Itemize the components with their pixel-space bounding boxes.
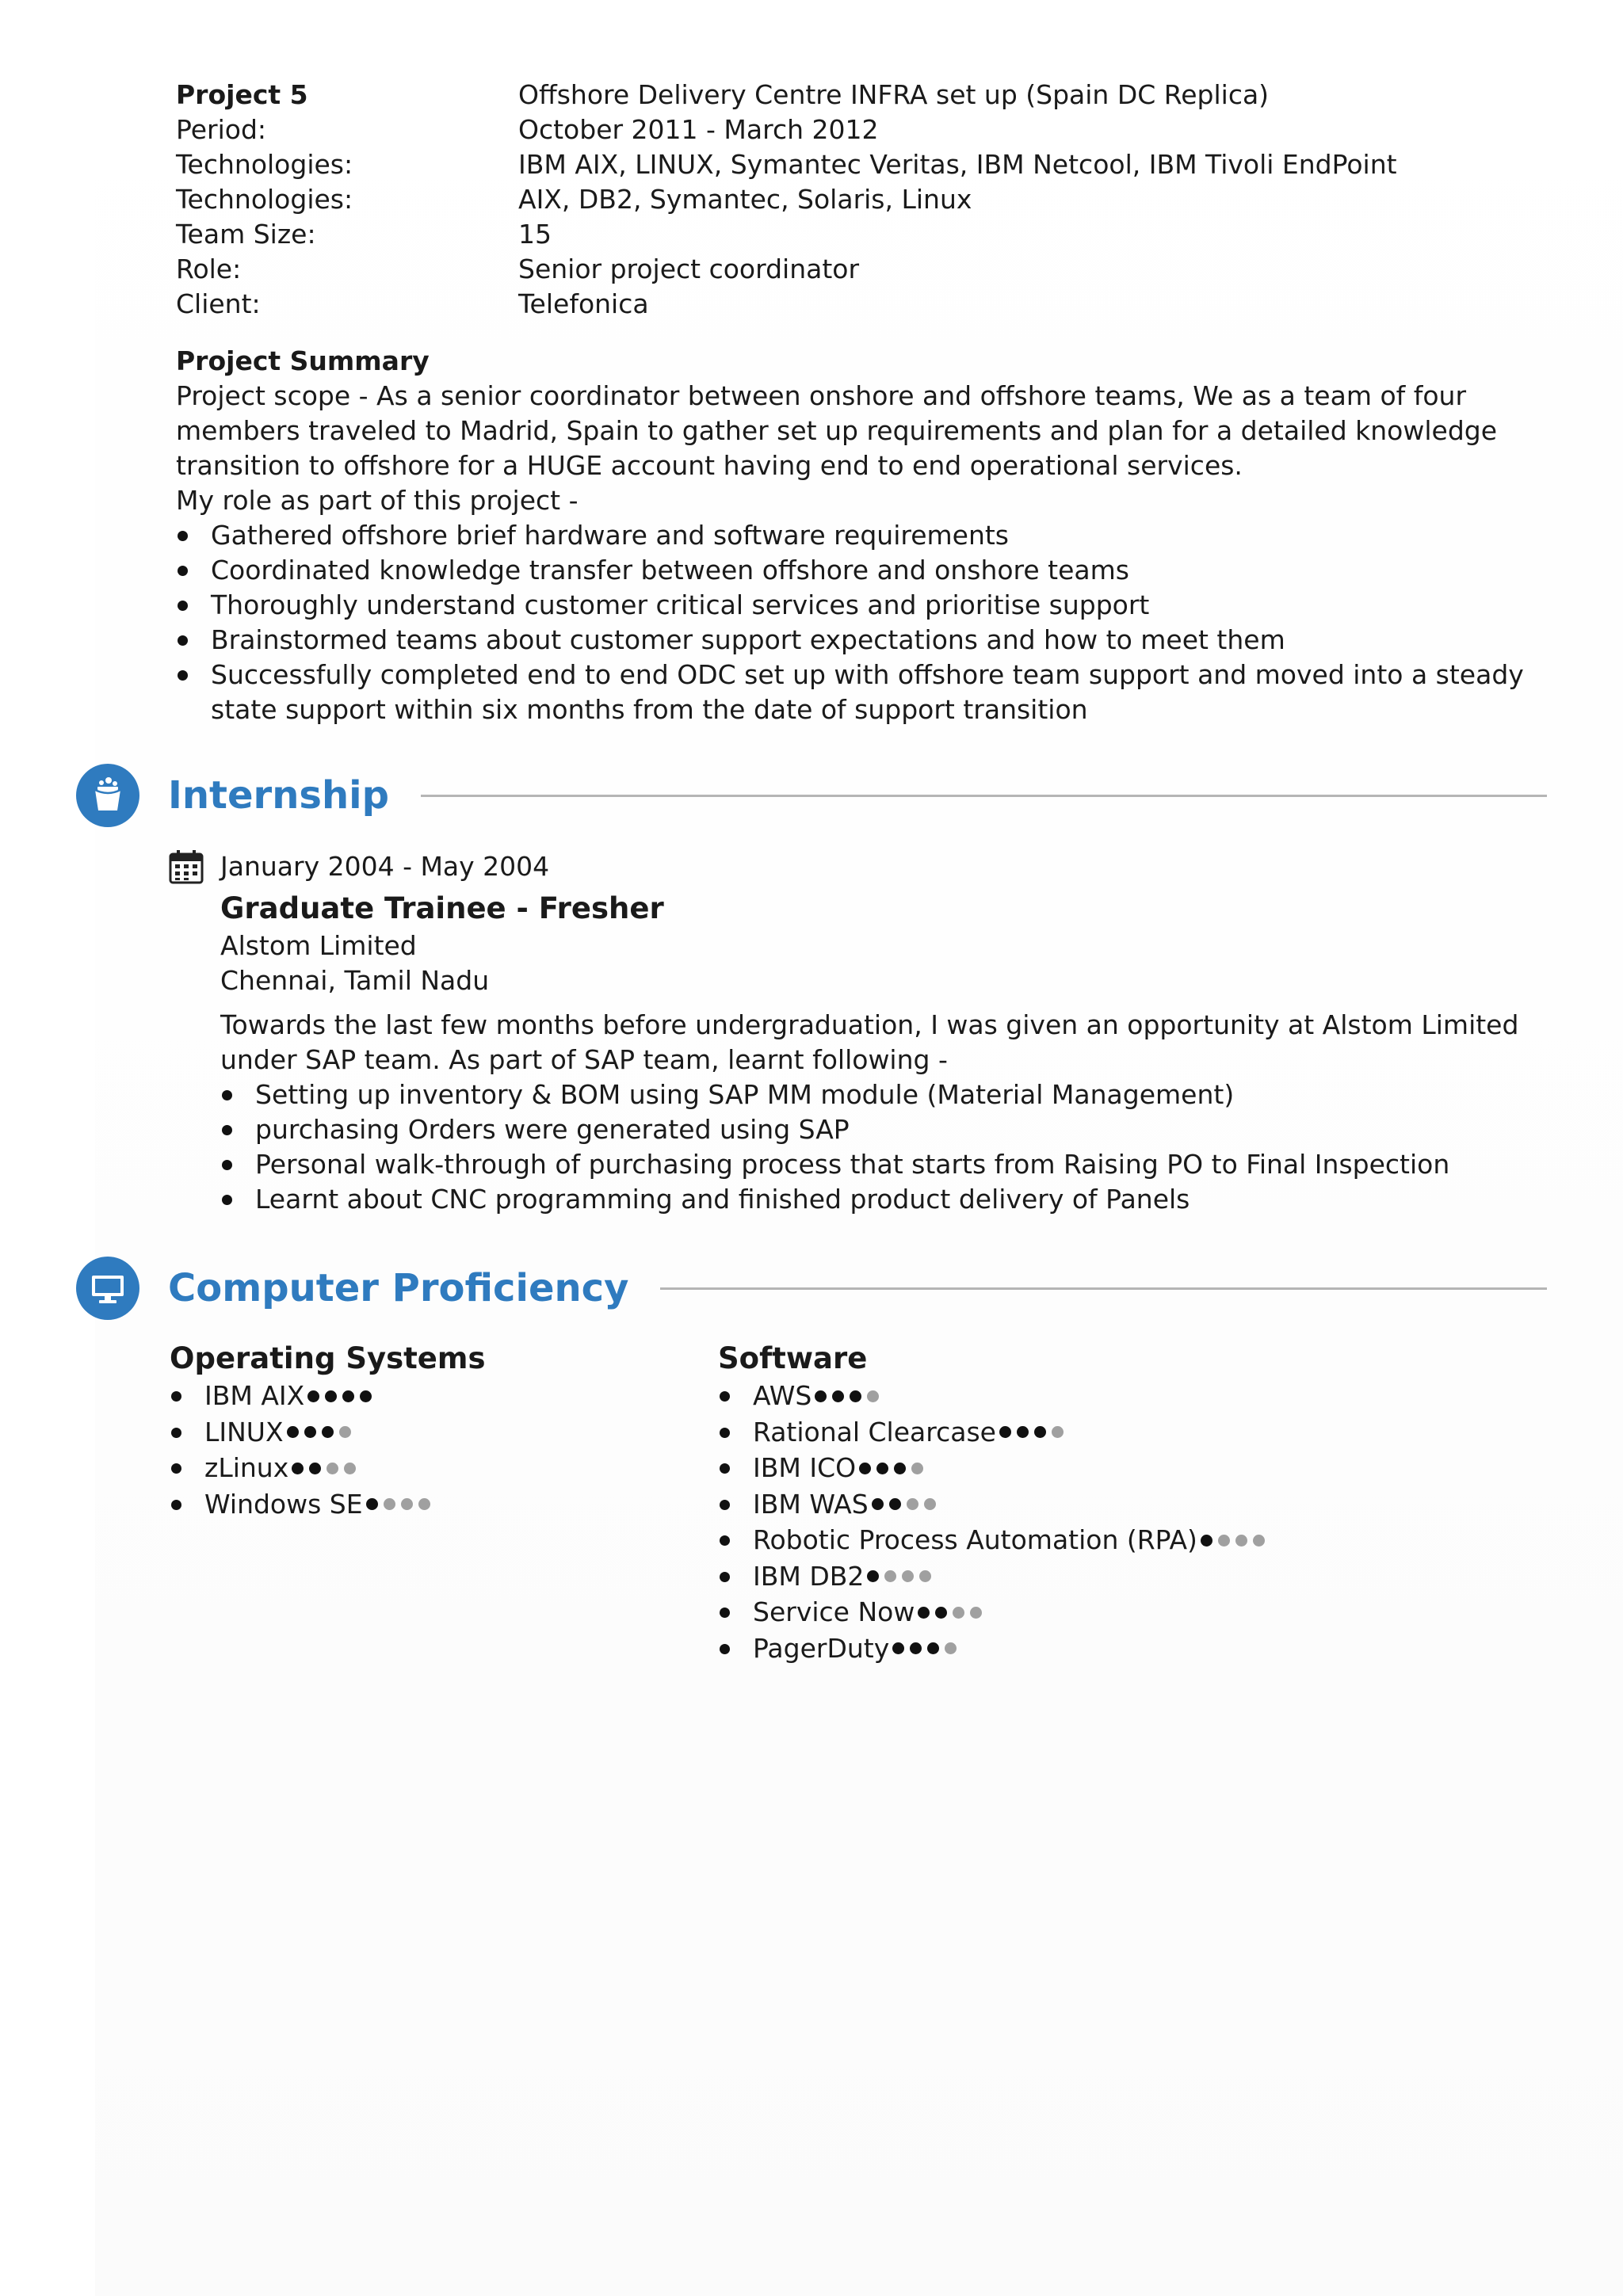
list-item: Brainstormed teams about customer support expectations and how to meet them	[176, 623, 1555, 658]
list-item: Coordinated knowledge transfer between offshore and onshore teams	[176, 553, 1555, 588]
rating-dot-filled	[910, 1642, 922, 1654]
list-item: Thoroughly understand customer critical services and prioritise support	[176, 588, 1555, 623]
list-item	[718, 1415, 1550, 1451]
skill-name: Windows SE	[204, 1488, 363, 1520]
section-title: Internship	[168, 773, 389, 818]
project-row	[176, 182, 1555, 217]
skill-name: Rational Clearcase	[753, 1416, 996, 1447]
monitor-icon	[76, 1257, 139, 1320]
list-item	[718, 1451, 1550, 1487]
internship-body	[220, 889, 1555, 1217]
rating-dot-filled	[815, 1390, 827, 1402]
rating-dot-filled	[287, 1426, 299, 1438]
rating-dot-filled	[892, 1642, 904, 1654]
calendar-icon	[168, 849, 204, 885]
internship-section-header	[76, 764, 1547, 827]
skill-rating	[307, 1380, 377, 1415]
project-key: Client:	[176, 288, 261, 319]
software-column	[718, 1339, 1550, 1667]
project-value: Offshore Delivery Centre INFRA set up (Spain DC Replica)	[518, 79, 1270, 110]
list-item: Gathered offshore brief hardware and software requirements	[176, 518, 1555, 553]
proficiency-section-header	[76, 1257, 1547, 1320]
skill-name: LINUX	[204, 1416, 284, 1447]
project-row	[176, 252, 1555, 287]
rating-dot-empty	[884, 1570, 896, 1582]
rating-dot-filled	[867, 1570, 879, 1582]
list-item	[718, 1379, 1550, 1415]
skill-rating	[918, 1596, 987, 1631]
rating-dot-empty	[1253, 1535, 1265, 1547]
rating-dot-filled	[322, 1426, 334, 1438]
project-row	[176, 113, 1555, 147]
rating-dot-filled	[366, 1498, 378, 1510]
skill-name: zLinux	[204, 1452, 289, 1483]
rating-dot-filled	[850, 1390, 861, 1402]
rating-dot-filled	[309, 1463, 321, 1474]
project-row	[176, 287, 1555, 322]
skill-rating	[1201, 1524, 1270, 1559]
job-location: Chennai, Tamil Nadu	[220, 965, 490, 996]
rating-dot-empty	[1218, 1535, 1230, 1547]
section-divider	[421, 795, 1547, 797]
list-item	[170, 1415, 693, 1451]
project-key: Technologies:	[176, 184, 353, 215]
rating-dot-filled	[872, 1498, 884, 1510]
internship-learnings-list	[220, 1077, 1555, 1217]
rating-dot-empty	[924, 1498, 936, 1510]
software-heading: Software	[718, 1341, 868, 1375]
operating-systems-list	[170, 1379, 693, 1523]
skill-name: IBM ICO	[753, 1452, 857, 1483]
rating-dot-empty	[1052, 1426, 1064, 1438]
rating-dot-filled	[889, 1498, 901, 1510]
project-summary	[176, 344, 1555, 727]
rating-dot-filled	[1017, 1426, 1029, 1438]
section-title: Computer Proficiency	[168, 1266, 629, 1310]
rating-dot-empty	[384, 1498, 395, 1510]
skill-rating	[872, 1488, 941, 1523]
project-key: Technologies:	[176, 149, 353, 180]
project-role-intro: My role as part of this project -	[176, 485, 579, 516]
rating-dot-filled	[307, 1390, 319, 1402]
rating-dot-empty	[970, 1607, 982, 1619]
project-details-table	[176, 78, 1555, 322]
rating-dot-filled	[859, 1463, 871, 1474]
skill-rating	[815, 1380, 884, 1415]
skill-rating	[292, 1452, 361, 1487]
skill-name: Robotic Process Automation (RPA)	[753, 1524, 1197, 1555]
project-key: Role:	[176, 254, 242, 284]
rating-dot-empty	[867, 1390, 879, 1402]
project-scope-text: Project scope - As a senior coordinator between onshore and offshore teams, We as a team of four members traveled to Madrid, Spain to gather set up requirements and plan for a detailed knowledge transition to offshore for a HUGE account having end to end operational services.	[176, 380, 1498, 481]
project-value: Telefonica	[518, 288, 649, 319]
skill-rating	[859, 1452, 929, 1487]
list-item	[170, 1379, 693, 1415]
project-role-list	[176, 518, 1555, 727]
rating-dot-filled	[999, 1426, 1011, 1438]
rating-dot-empty	[911, 1463, 923, 1474]
rating-dot-empty	[418, 1498, 430, 1510]
rating-dot-filled	[876, 1463, 888, 1474]
project-value: Senior project coordinator	[518, 254, 860, 284]
skill-rating	[999, 1416, 1069, 1451]
list-item: Personal walk-through of purchasing process that starts from Raising PO to Final Inspection	[220, 1147, 1555, 1182]
rating-dot-filled	[292, 1463, 304, 1474]
project-value: 15	[518, 219, 552, 250]
list-item	[718, 1559, 1550, 1596]
project-row	[176, 217, 1555, 252]
rating-dot-empty	[953, 1607, 964, 1619]
list-item: Learnt about CNC programming and finished product delivery of Panels	[220, 1182, 1555, 1217]
list-item: Setting up inventory & BOM using SAP MM module (Material Management)	[220, 1077, 1555, 1112]
project-value: AIX, DB2, Symantec, Solaris, Linux	[518, 184, 972, 215]
project-key: Team Size:	[176, 219, 316, 250]
rating-dot-empty	[339, 1426, 351, 1438]
internship-date-range: January 2004 - May 2004	[220, 851, 550, 882]
internship-description-text: Towards the last few months before undergraduation, I was given an opportunity at Alstom Limited under SAP team. As part of SAP team, learnt following -	[220, 1009, 1519, 1075]
skill-name: IBM DB2	[753, 1560, 865, 1592]
project-value: October 2011 - March 2012	[518, 114, 879, 145]
skill-name: Service Now	[753, 1596, 915, 1627]
list-item	[718, 1523, 1550, 1559]
section-divider	[660, 1287, 1547, 1290]
rating-dot-filled	[304, 1426, 316, 1438]
rating-dot-filled	[360, 1390, 372, 1402]
rating-dot-empty	[327, 1463, 338, 1474]
rating-dot-filled	[894, 1463, 906, 1474]
company-name: Alstom Limited	[220, 930, 417, 961]
job-title: Graduate Trainee - Fresher	[220, 891, 664, 925]
list-item: purchasing Orders were generated using SAP	[220, 1112, 1555, 1147]
rating-dot-filled	[918, 1607, 930, 1619]
rating-dot-empty	[1235, 1535, 1247, 1547]
list-item	[718, 1631, 1550, 1668]
skill-name: IBM AIX	[204, 1380, 305, 1411]
rating-dot-empty	[902, 1570, 914, 1582]
list-item: Successfully completed end to end ODC set up with offshore team support and moved into a steady state support within six months from the date of support transition	[176, 658, 1555, 727]
rating-dot-filled	[832, 1390, 844, 1402]
skill-rating	[892, 1632, 962, 1667]
rating-dot-filled	[935, 1607, 947, 1619]
skill-rating	[366, 1488, 436, 1523]
list-item	[718, 1487, 1550, 1524]
project-row	[176, 147, 1555, 182]
rating-dot-filled	[927, 1642, 939, 1654]
rating-dot-empty	[401, 1498, 413, 1510]
list-item	[718, 1595, 1550, 1631]
rating-dot-empty	[919, 1570, 931, 1582]
internship-entry	[168, 848, 1555, 1217]
internship-description	[220, 1008, 1555, 1217]
rating-dot-empty	[344, 1463, 356, 1474]
project-value: IBM AIX, LINUX, Symantec Veritas, IBM Netcool, IBM Tivoli EndPoint	[518, 149, 1397, 180]
rating-dot-empty	[945, 1642, 957, 1654]
skill-rating	[867, 1560, 937, 1595]
internship-date-line	[168, 848, 1555, 886]
list-item	[170, 1487, 693, 1524]
graduation-bucket-icon	[76, 764, 139, 827]
skill-name: IBM WAS	[753, 1488, 869, 1520]
skill-name: PagerDuty	[753, 1632, 890, 1664]
skill-name: AWS	[753, 1380, 812, 1411]
project-key: Period:	[176, 114, 267, 145]
operating-systems-heading: Operating Systems	[170, 1341, 486, 1375]
list-item	[170, 1451, 693, 1487]
software-list	[718, 1379, 1550, 1667]
skill-rating	[287, 1416, 357, 1451]
project-summary-heading: Project Summary	[176, 345, 430, 376]
operating-systems-column	[170, 1339, 693, 1523]
rating-dot-filled	[325, 1390, 337, 1402]
rating-dot-filled	[1201, 1535, 1212, 1547]
rating-dot-filled	[1034, 1426, 1046, 1438]
project-key: Project 5	[176, 79, 308, 110]
rating-dot-empty	[907, 1498, 918, 1510]
project-row	[176, 78, 1555, 113]
rating-dot-filled	[342, 1390, 354, 1402]
